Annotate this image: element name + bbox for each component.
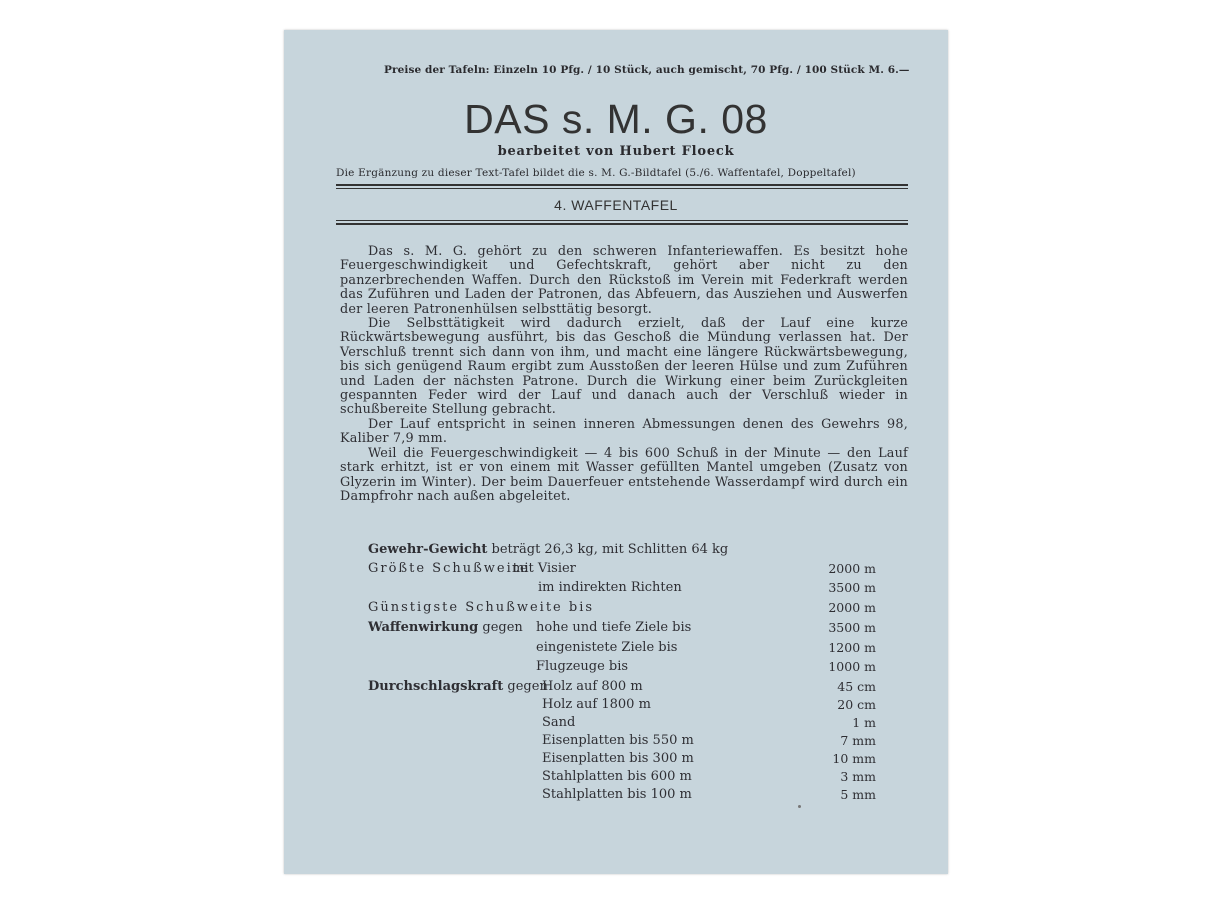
- spec-value: 1200 m: [828, 640, 876, 655]
- spec-value: 7 mm: [840, 733, 876, 748]
- spec-value: 1000 m: [828, 659, 876, 674]
- spec-desc: Eisenplatten bis 300 m: [542, 751, 694, 766]
- spec-text: beträgt 26,3 kg, mit Schlitten 64 kg: [491, 542, 729, 557]
- spec-value: 3 mm: [840, 769, 876, 784]
- spec-effect-label: [368, 620, 523, 635]
- spec-value: 20 cm: [837, 697, 876, 712]
- spec-value: 2000 m: [828, 600, 876, 615]
- divider-rule: [336, 223, 908, 225]
- section-title: 4. WAFFENTAFEL: [554, 197, 678, 213]
- spec-desc: Flugzeuge bis: [536, 659, 629, 674]
- body-text: [340, 245, 908, 504]
- spec-prefix: gegen: [482, 620, 523, 635]
- paragraph: Die Selbsttätigkeit wird dadurch erzielt, daß der Lauf eine kurze Rückwärtsbewegung ausführt, bis das Geschoß die Mündung verlassen hat. Der Verschluß trennt sich dann von ihm, und macht eine längere Rückwärtsbewegung, bis sich genügend Raum ergibt zum Ausstoßen der leeren Hülse und zum Zuführen und Laden der nächsten Patrone. Durch die Wirkung einer beim Zurückgleiten gespannten Feder wird der Lauf und danach auch der Verschluß wieder in schußbereite Stellung gebracht.: [340, 316, 908, 418]
- spec-desc: im indirekten Richten: [538, 580, 682, 595]
- document-sheet: [284, 30, 948, 874]
- spec-label: Größte Schußweite: [368, 561, 530, 576]
- spec-desc: hohe und tiefe Ziele bis: [536, 620, 692, 635]
- divider-rule: [336, 184, 908, 186]
- spec-value: 3500 m: [828, 580, 876, 595]
- spec-value: 5 mm: [840, 787, 876, 802]
- spec-desc: mit Visier: [512, 561, 576, 576]
- spec-desc: Holz auf 800 m: [542, 679, 643, 694]
- spec-desc: Eisenplatten bis 550 m: [542, 733, 694, 748]
- spec-desc: Sand: [542, 715, 576, 730]
- spec-value: 10 mm: [832, 751, 876, 766]
- divider-rule: [336, 220, 908, 221]
- spec-desc: Stahlplatten bis 100 m: [542, 787, 692, 802]
- spec-prefix: gegen: [507, 679, 548, 694]
- paragraph: Der Lauf entspricht in seinen inneren Abmessungen denen des Gewehrs 98, Kaliber 7,9 mm.: [340, 416, 908, 447]
- paragraph: Das s. M. G. gehört zu den schweren Infanteriewaffen. Es besitzt hohe Feuergeschwindigkeit und Gefechtskraft, gehört aber nicht zu den panzerbrechenden Waffen. Durch den Rückstoß im Verein mit Federkraft werden das Zuführen und Laden der Patronen, das Abfeuern, das Ausziehen und Auswerfen der leeren Patronenhülsen selbsttätig besorgt.: [340, 244, 908, 317]
- spec-desc: eingenistete Ziele bis: [536, 640, 678, 655]
- spec-weight: [368, 542, 728, 557]
- spec-label: Durchschlagskraft: [368, 679, 504, 694]
- spec-penetration-label: [368, 679, 548, 694]
- paragraph: Weil die Feuergeschwindigkeit — 4 bis 600 Schuß in der Minute — den Lauf stark erhitzt, ist er von einem mit Wasser gefüllten Mantel umgeben (Zusatz von Glyzerin im Winter). Der beim Dauerfeuer entstehende Wasserdampf wird durch ein Dampfrohr nach außen abgeleitet.: [340, 445, 908, 504]
- page-title: DAS s. M. G. 08: [464, 96, 768, 142]
- author-line: bearbeitet von Hubert Floeck: [497, 144, 735, 159]
- divider-rule: [336, 188, 908, 189]
- spec-label: Waffenwirkung: [368, 620, 479, 635]
- spec-desc: Holz auf 1800 m: [542, 697, 651, 712]
- spec-value: 3500 m: [828, 620, 876, 635]
- spec-value: 45 cm: [837, 679, 876, 694]
- spec-value: 2000 m: [828, 561, 876, 576]
- spec-value: 1 m: [852, 715, 876, 730]
- spec-label: Gewehr-Gewicht: [368, 542, 488, 557]
- print-speck: [798, 805, 801, 808]
- spec-label: Günstigste Schußweite bis: [368, 600, 595, 615]
- spec-desc: Stahlplatten bis 600 m: [542, 769, 692, 784]
- supplement-note: Die Ergänzung zu dieser Text-Tafel bildet die s. M. G.-Bildtafel (5./6. Waffentafel, Doppeltafel): [336, 167, 856, 179]
- price-line: Preise der Tafeln: Einzeln 10 Pfg. / 10 Stück, auch gemischt, 70 Pfg. / 100 Stück M. 6.—: [384, 64, 910, 76]
